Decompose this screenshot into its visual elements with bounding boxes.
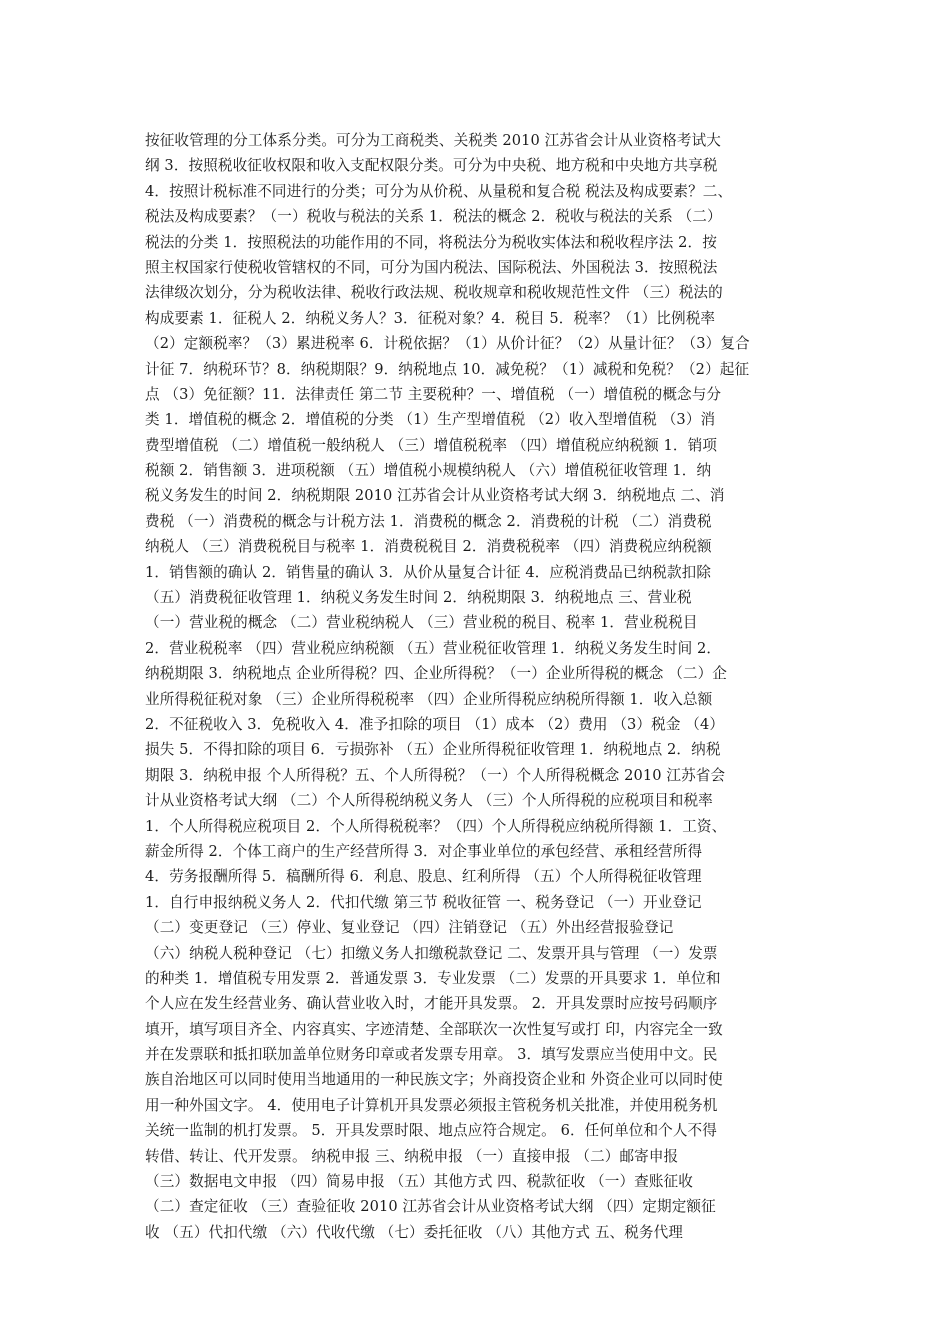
text-line: 费税 （一）消费税的概念与计税方法 1．消费税的概念 2．消费税的计税 （二）消费税 [145, 512, 712, 530]
text-line: 纳税人 （三）消费税税目与税率 1．消费税税目 2．消费税税率 （四）消费税应纳税额 [145, 538, 712, 556]
text-line: 关统一监制的机打发票。 5．开具发票时限、地点应符合规定。 6．任何单位和个人不得 [145, 1122, 717, 1140]
text-line: 构成要素 1．征税人 2．纳税义务人？3．征税对象？4．税目 5．税率？（1）比例税率 [145, 309, 716, 327]
text-line: 照主权国家行使税收管辖权的不同，可分为国内税法、国际税法、外国税法 3．按照税法 [145, 258, 718, 276]
text-line: 计征 7．纳税环节？8．纳税期限？9．纳税地点 10．减免税？（1）减税和免税？（2）起征 [145, 360, 750, 378]
text-line: 1．自行申报纳税义务人 2．代扣代缴 第三节 税收征管 一、税务登记 （一）开业登记 [145, 893, 702, 911]
text-line: 费型增值税 （二）增值税一般纳税人 （三）增值税税率 （四）增值税应纳税额 1．销项 [145, 436, 718, 454]
text-line: 损失 5．不得扣除的项目 6．亏损弥补 （五）企业所得税征收管理 1．纳税地点 2．纳税 [145, 741, 721, 759]
text-line: 点 （3）免征额？11．法律责任 第二节 主要税种？一、增值税 （一）增值税的概念与分 [145, 385, 722, 403]
text-line: 族自治地区可以同时使用当地通用的一种民族文字；外商投资企业和 外资企业可以同时使 [145, 1071, 723, 1089]
text-line: 填开，填写项目齐全、内容真实、字迹清楚、全部联次一次性复写或打 印，内容完全一致 [145, 1020, 723, 1038]
text-line: 期限 3．纳税申报 个人所得税？五、个人所得税？（一）个人所得税概念 2010 江苏省会 [145, 766, 726, 784]
text-line: 计从业资格考试大纲 （二）个人所得税纳税义务人 （三）个人所得税的应税项目和税率 [145, 792, 713, 810]
text-line: （六）纳税人税种登记 （七）扣缴义务人扣缴税款登记 二、发票开具与管理 （一）发票 [145, 944, 718, 962]
text-line: 1．个人所得税应税项目 2．个人所得税税率？（四）个人所得税应纳税所得额 1．工资、 [145, 817, 727, 835]
text-line: 并在发票联和抵扣联加盖单位财务印章或者发票专用章。 3．填写发票应当使用中文。民 [145, 1046, 718, 1064]
text-line: 按征收管理的分工体系分类。可分为工商税类、关税类 2010 江苏省会计从业资格考试大 [145, 132, 721, 149]
text-line: 用一种外国文字。 4．使用电子计算机开具发票必须报主管税务机关批准，并使用税务机 [145, 1096, 718, 1114]
text-line: 法律级次划分，分为税收法律、税收行政法规、税收规章和税收规范性文件 （三）税法的 [145, 284, 723, 302]
text-line: 纳税期限 3．纳税地点 企业所得税？四、企业所得税？（一）企业所得税的概念 （二）企 [145, 665, 727, 683]
text-line: 的种类 1．增值税专用发票 2．普通发票 3．专业发票 （二）发票的开具要求 1．单位和 [145, 969, 721, 987]
text-line: 4．按照计税标准不同进行的分类；可分为从价税、从量税和复合税 税法及构成要素？二、 [145, 182, 733, 200]
text-line: （二）查定征收 （三）查验征收 2010 江苏省会计从业资格考试大纲 （四）定期定额征 [145, 1198, 716, 1216]
text-line: （2）定额税率？（3）累进税率 6．计税依据？（1）从价计征？（2）从量计征？（3）复合 [145, 335, 750, 353]
text-line: 转借、转让、代开发票。 纳税申报 三、纳税申报 （一）直接申报 （二）邮寄申报 [145, 1147, 679, 1165]
text-line: 税法的分类 1．按照税法的功能作用的不同，将税法分为税收实体法和税收程序法 2．按 [145, 233, 717, 251]
document-body [145, 128, 810, 1245]
text-line: 薪金所得 2．个体工商户的生产经营所得 3．对企事业单位的承包经营、承租经营所得 [145, 842, 703, 860]
text-line: （一）营业税的概念 （二）营业税纳税人 （三）营业税的税目、税率 1．营业税税目 [145, 614, 698, 632]
text-line: 税义务发生的时间 2．纳税期限 2010 江苏省会计从业资格考试大纲 3．纳税地点 二、消 [145, 487, 725, 505]
text-line: 4．劳务报酬所得 5．稿酬所得 6．利息、股息、红利所得 （五）个人所得税征收管理 [145, 868, 702, 886]
text-line: 收 （五）代扣代缴 （六）代收代缴 （七）委托征收 （八）其他方式 五、税务代理 [145, 1223, 683, 1241]
text-line: 类 1．增值税的概念 2．增值税的分类 （1）生产型增值税 （2）收入型增值税 （3）消 [145, 411, 716, 429]
text-line: （三）数据电文申报 （四）简易申报 （五）其他方式 四、税款征收 （一）查账征收 [145, 1173, 693, 1191]
text-line: 2．不征税收入 3．免税收入 4．准予扣除的项目 （1）成本 （2）费用 （3）税金 （4） [145, 715, 725, 733]
text-line: 税法及构成要素？（一）税收与税法的关系 1．税法的概念 2．税收与税法的关系 （二） [145, 208, 722, 226]
text-line: （五）消费税征收管理 1．纳税义务发生时间 2．纳税期限 3．纳税地点 三、营业税 [145, 589, 692, 607]
text-line: （二）变更登记 （三）停业、复业登记 （四）注销登记 （五）外出经营报验登记 [145, 919, 674, 937]
text-line: 2．营业税税率 （四）营业税应纳税额 （五）营业税征收管理 1．纳税义务发生时间 2． [145, 639, 722, 657]
text-line: 纲 3．按照税收征收权限和收入支配权限分类。可分为中央税、地方税和中央地方共享税 [145, 157, 718, 175]
text-line: 个人应在发生经营业务、确认营业收入时，才能开具发票。 2．开具发票时应按号码顺序 [145, 995, 718, 1013]
text-line: 税额 2．销售额 3．进项税额 （五）增值税小规模纳税人 （六）增值税征收管理 1．纳 [145, 462, 712, 480]
text-line: 业所得税征税对象 （三）企业所得税税率 （四）企业所得税应纳税所得额 1．收入总额 [145, 690, 713, 708]
text-line: 1．销售额的确认 2．销售量的确认 3．从价从量复合计征 4．应税消费品已纳税款扣除 [145, 563, 712, 581]
